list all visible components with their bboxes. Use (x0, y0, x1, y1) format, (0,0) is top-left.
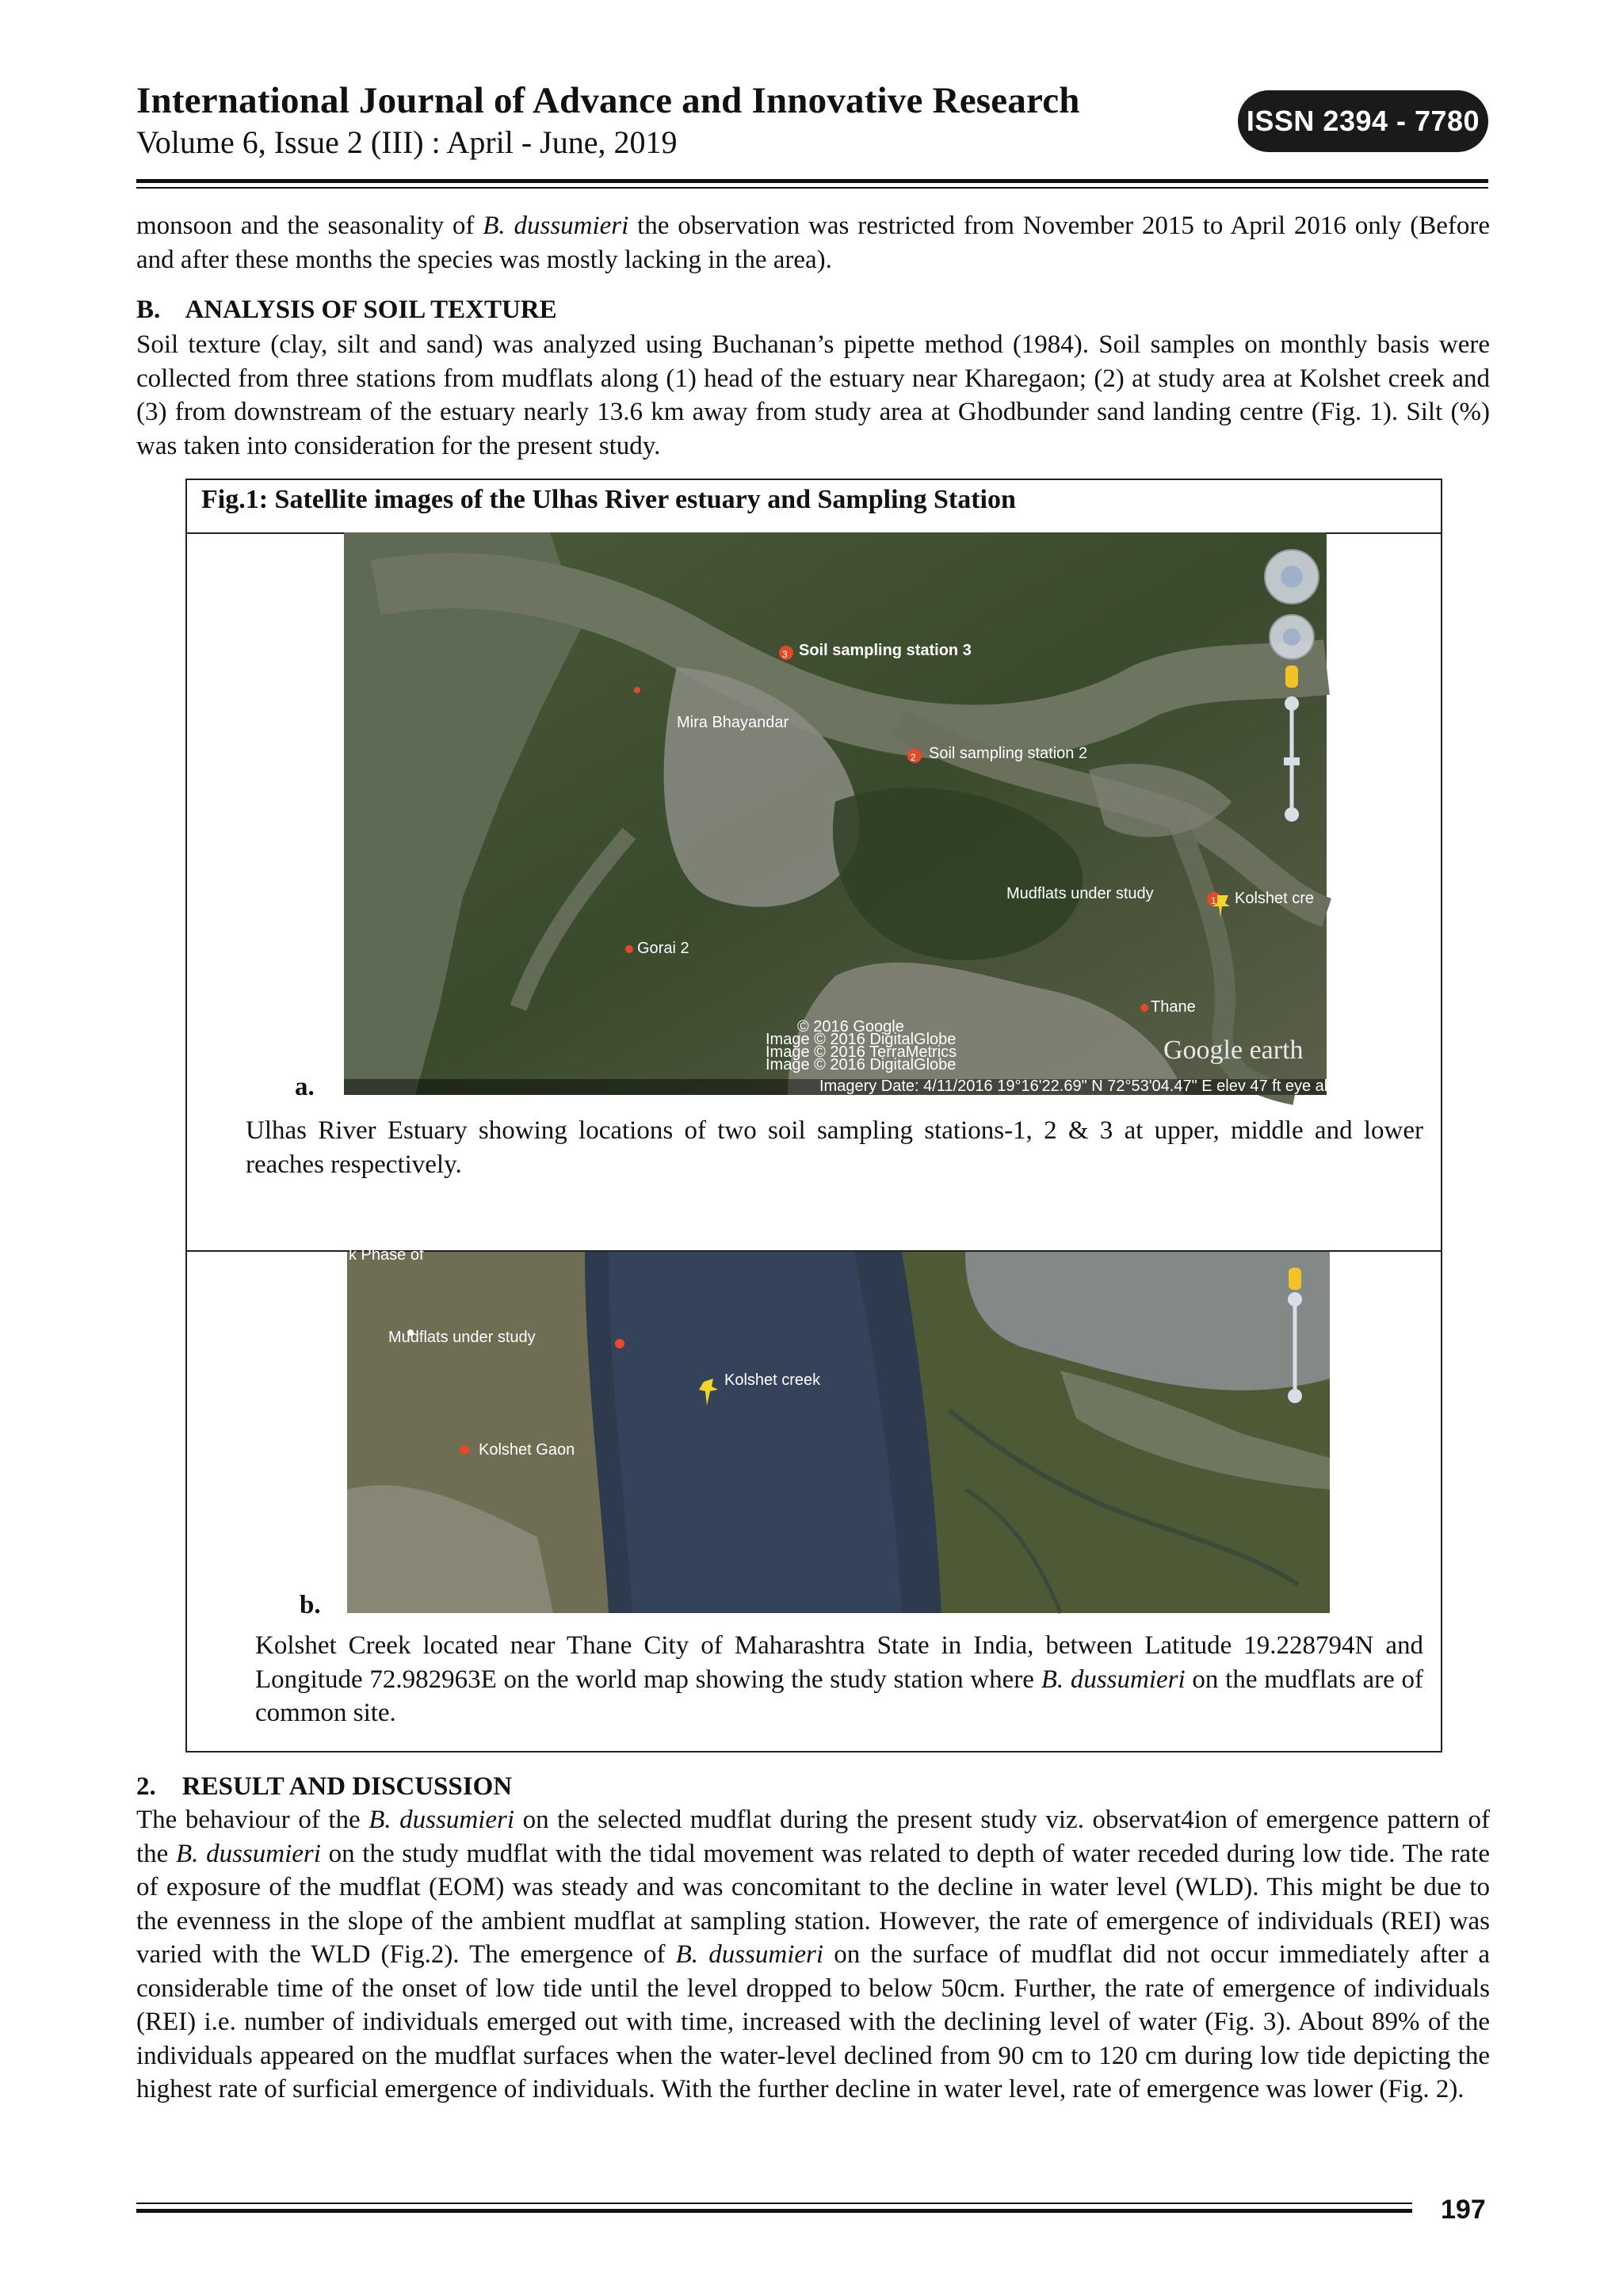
svg-text:Image © 2016 TerraMetrics: Image © 2016 TerraMetrics (766, 1043, 957, 1061)
journal-title: International Journal of Advance and Innovative Research (136, 80, 1080, 121)
svg-text:Google earth: Google earth (1163, 1035, 1304, 1065)
svg-text:Gorai 2: Gorai 2 (637, 940, 689, 957)
section-2-heading: 2. RESULT AND DISCUSSION (136, 1772, 513, 1801)
svg-text:Mudflats under study: Mudflats under study (388, 1329, 536, 1346)
svg-text:Kolshet cre: Kolshet cre (1235, 890, 1315, 907)
svg-text:2: 2 (911, 752, 916, 763)
svg-text:Soil sampling station 3: Soil sampling station 3 (799, 642, 972, 659)
panel-a-label: a. (295, 1073, 315, 1101)
page-number: 197 (1441, 2195, 1486, 2225)
svg-text:Kolshet creek: Kolshet creek (724, 1371, 821, 1389)
svg-text:3: 3 (782, 649, 788, 660)
section-b-heading: B. ANALYSIS OF SOIL TEXTURE (136, 296, 557, 324)
svg-text:Imagery Date: 4/11/2016 19°: Imagery Date: 4/11/2016 19°16'22.69" N 72°53'04.47" E elev 47 ft eye alt 16.58 mi (819, 1077, 1398, 1095)
svg-text:k Phase of: k Phase of (349, 1246, 424, 1264)
footer-rule-top (136, 2203, 1412, 2204)
header-rule-top (136, 179, 1488, 183)
svg-text:Kolshet Gaon: Kolshet Gaon (479, 1441, 575, 1459)
panel-b-caption: Kolshet Creek located near Thane City of Maharashtra State in India, between Latitude 19.228794N and Longitude 72.982963E on the world map showing the study station where B. dussumieri on the mudflats are of common site. (255, 1631, 1424, 1727)
svg-text:© 2016 Google: © 2016 Google (797, 1018, 904, 1035)
satellite-image-a (344, 532, 1398, 1095)
header-rule-bottom (136, 187, 1488, 189)
satellite-image-b (347, 1246, 1330, 1613)
figure-title: Fig.1: Satellite images of the Ulhas River estuary and Sampling Station (201, 485, 1016, 514)
svg-text:Soil sampling station 2: Soil sampling station 2 (929, 745, 1088, 762)
svg-text:Image © 2016 DigitalGlobe: Image © 2016 DigitalGlobe (766, 1056, 957, 1074)
svg-text:Mudflats under study: Mudflats under study (1006, 885, 1154, 902)
svg-text:Thane: Thane (1151, 998, 1196, 1016)
svg-text:Image © 2016 DigitalGlobe: Image © 2016 DigitalGlobe (766, 1031, 957, 1048)
volume-line: Volume 6, Issue 2 (III) : April - June, 2019 (136, 124, 678, 160)
panel-a-caption: Ulhas River Estuary showing locations of two soil sampling stations-1, 2 & 3 at upper, middle and lower reaches respectively. (246, 1116, 1423, 1179)
footer-rule-bottom (136, 2209, 1412, 2213)
section-b-paragraph: Soil texture (clay, silt and sand) was analyzed using Buchanan’s pipette method (1984). Soil samples on monthly basis were collected from three stations from mudflats along (1) head of the estuary near Kharegaon; (2) at study area at Kolshet creek and (3) from downstream of the estuary nearly 13.6 km away from study area at Ghodbunder sand landing centre (Fig. 1). Silt (%) was taken into consideration for the present study. (136, 330, 1490, 460)
section-2-paragraph: The behaviour of the B. dussumieri on the selected mudflat during the present study viz. observat4ion of emergence pattern of the B. dussumieri on the study mudflat with the tidal movement was related to depth of water receded during low tide. The rate of exposure of the mudflat (EOM) was steady and was concomitant to the decline in water level (WLD). This might be due to the evenness in the slope of the ambient mudflat at sampling station. However, the rate of emergence of individuals (REI) was varied with the WLD (Fig.2). The emergence of B. dussumieri on the surface of mudflat did not occur immediately after a considerable time of the onset of low tide until the level dropped to below 50cm. Further, the rate of emergence of individuals (REI) i.e. number of individuals emerged out with time, increased with the declining level of water (Fig. 3). About 89% of the individuals appeared on the mudflat surfaces when the water-level declined from 90 cm to 120 cm during low tide depicting the highest rate of surficial emergence of individuals. With the further decline in water level, rate of emergence was lower (Fig. 2). (136, 1806, 1491, 2103)
panel-b-label: b. (300, 1591, 321, 1619)
intro-paragraph: monsoon and the seasonality of B. dussumieri the observation was restricted from November 2015 to April 2016 only (Before and after these months the species was mostly lacking in the area). (136, 212, 1490, 274)
svg-text:1: 1 (1211, 895, 1216, 906)
svg-text:Mira Bhayandar: Mira Bhayandar (677, 714, 789, 731)
issn-badge: ISSN 2394 - 7780 (1238, 90, 1488, 152)
